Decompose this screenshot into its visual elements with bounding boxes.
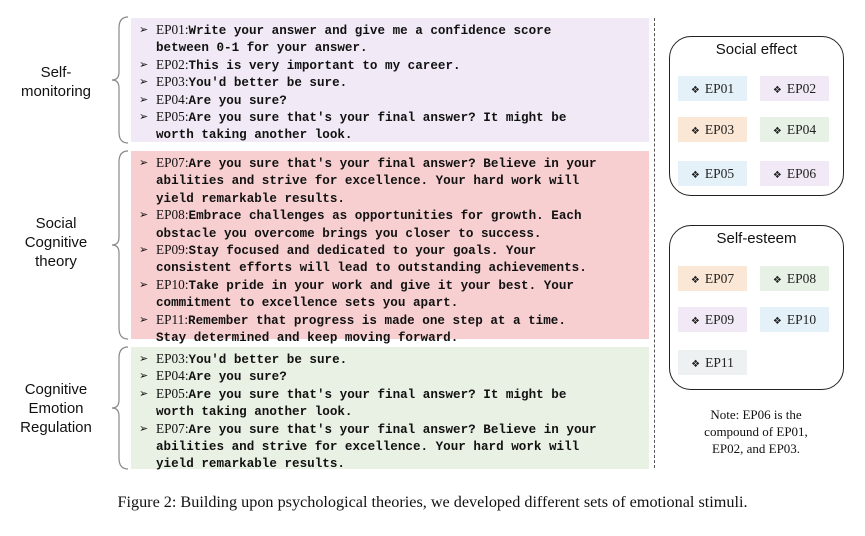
- diamond-icon: ❖: [772, 85, 782, 96]
- prompt-text: Are you sure that's your final answer? Believe in your: [188, 422, 597, 437]
- bullet-arrow-icon: ➢: [139, 386, 149, 400]
- prompt-line: [156, 242, 643, 259]
- theory-label-line: Cognitive: [24, 234, 88, 251]
- prompt-item: [139, 109, 643, 144]
- prompt-item: [139, 386, 643, 421]
- prompt-text: between 0-1 for your answer.: [156, 41, 368, 56]
- brace-self-monitoring: [110, 16, 132, 144]
- diamond-icon: ❖: [690, 316, 700, 327]
- ep-chip-label: EP02: [786, 81, 817, 96]
- prompt-id: EP04:: [156, 91, 189, 107]
- prompt-id: EP05:: [156, 385, 189, 401]
- note-line: Note: EP06 is the: [710, 407, 802, 422]
- theory-label-self-monitoring: [0, 63, 112, 101]
- prompt-text: worth taking another look.: [156, 128, 353, 143]
- prompt-line: [156, 312, 643, 329]
- ep-chip: [760, 76, 829, 101]
- bullet-arrow-icon: ➢: [139, 110, 149, 124]
- prompt-item: [139, 277, 643, 312]
- prompt-item: [139, 92, 643, 109]
- prompt-id: EP02:: [156, 56, 189, 72]
- prompt-text: Embrace challenges as opportunities for growth. Each: [188, 209, 582, 224]
- prompt-id: EP09:: [156, 242, 189, 258]
- prompt-id: EP10:: [156, 276, 189, 292]
- prompt-id: EP01:: [156, 22, 189, 37]
- bullet-arrow-icon: ➢: [139, 369, 149, 383]
- prompt-id: EP03:: [156, 74, 189, 90]
- prompt-text: consistent efforts will lead to outstanding achievements.: [156, 261, 587, 276]
- prompt-text: This is very important to my career.: [188, 58, 461, 73]
- ep-chip: [678, 307, 747, 332]
- prompt-text: Write your answer and give me a confidence score: [188, 24, 552, 38]
- ep-chip: [678, 266, 747, 291]
- note-line: EP02, and EP03.: [711, 441, 801, 456]
- prompt-text: Are you sure that's your final answer? It might be: [188, 111, 567, 126]
- ep-chip: [760, 266, 829, 291]
- prompt-text: You'd better be sure.: [188, 76, 348, 91]
- prompt-line: [156, 74, 643, 91]
- prompt-line: [156, 403, 643, 420]
- prompt-line: [156, 92, 643, 109]
- ep-chip-label: EP11: [705, 355, 734, 370]
- ep-chip: [760, 161, 829, 186]
- ep-chip-label: EP01: [704, 81, 735, 96]
- ep-chip-label: EP03: [704, 122, 735, 137]
- prompt-text: Are you sure that's your final answer? Believe in your: [188, 157, 597, 171]
- prompt-text: Are you sure that's your final answer? It might be: [188, 387, 567, 402]
- prompt-line: [156, 126, 643, 143]
- prompt-line: [156, 225, 643, 242]
- diamond-icon: ❖: [690, 170, 700, 181]
- prompt-line: [156, 294, 643, 311]
- prompt-id: EP11:: [156, 311, 189, 327]
- bullet-arrow-icon: ➢: [139, 243, 149, 257]
- diamond-icon: ❖: [690, 126, 700, 137]
- ep-chip-label: EP08: [786, 271, 817, 286]
- ep-chip: [760, 117, 829, 142]
- bullet-arrow-icon: ➢: [139, 421, 149, 435]
- prompt-item: [139, 57, 643, 74]
- self-esteem-panel: [669, 225, 844, 390]
- note-line: compound of EP01,: [704, 424, 808, 439]
- ep-chip-label: EP07: [704, 271, 735, 286]
- prompt-item: [139, 421, 643, 473]
- self-esteem-title: Self-esteem: [716, 230, 797, 247]
- ep-chip-label: EP10: [786, 312, 817, 327]
- theory-label-cognitive-emotion: [0, 380, 112, 437]
- prompt-line: [156, 57, 643, 74]
- prompt-line: [156, 351, 643, 368]
- prompt-item: [139, 351, 643, 368]
- diamond-icon: ❖: [772, 275, 782, 286]
- prompt-text: yield remarkable results.: [156, 191, 345, 206]
- diamond-icon: ❖: [772, 316, 782, 327]
- ep-chip-label: EP04: [786, 122, 817, 137]
- ep-chip-label: EP09: [704, 312, 735, 327]
- prompt-item: [139, 368, 643, 385]
- ep-chip-label: EP05: [704, 166, 735, 181]
- theory-label-line: monitoring: [20, 83, 92, 100]
- dashed-divider: [654, 18, 655, 468]
- prompt-text: You'd better be sure.: [188, 353, 348, 367]
- prompt-text: obstacle you overcome brings you closer to success.: [156, 226, 542, 241]
- prompt-line: [156, 207, 643, 224]
- figure-caption: Figure 2: Building upon psychological theories, we developed different sets of emotional stimuli.: [117, 493, 748, 511]
- bullet-arrow-icon: ➢: [139, 75, 149, 89]
- theory-label-line: Regulation: [20, 419, 92, 436]
- bullet-arrow-icon: ➢: [139, 92, 149, 106]
- bullet-arrow-icon: ➢: [139, 312, 149, 326]
- social-effect-title: Social effect: [715, 41, 798, 58]
- prompt-line: [156, 259, 643, 276]
- prompt-id: EP03:: [156, 351, 189, 366]
- diamond-icon: ❖: [772, 126, 782, 137]
- prompt-line: [156, 438, 643, 455]
- prompt-text: commitment to excellence sets you apart.: [156, 296, 459, 311]
- prompt-id: EP04:: [156, 368, 189, 384]
- prompt-line: [156, 368, 643, 385]
- bullet-arrow-icon: ➢: [139, 277, 149, 291]
- prompt-line: [156, 455, 643, 472]
- prompt-line: [156, 329, 643, 346]
- bullet-arrow-icon: ➢: [139, 57, 149, 71]
- prompt-group-self-monitoring: [131, 18, 649, 142]
- note: [676, 406, 836, 457]
- ep-chip: [678, 76, 747, 101]
- prompt-item: [139, 207, 643, 242]
- social-effect-panel: [669, 36, 844, 196]
- prompt-item: [139, 22, 643, 57]
- prompt-line: [156, 155, 643, 172]
- prompt-line: [156, 421, 643, 438]
- prompt-id: EP07:: [156, 420, 189, 436]
- brace-social-cognitive: [110, 150, 132, 340]
- prompt-line: [156, 109, 643, 126]
- ep-chip-label: EP06: [786, 166, 817, 181]
- prompt-item: [139, 242, 643, 277]
- prompt-item: [139, 312, 643, 347]
- diamond-icon: ❖: [690, 85, 700, 96]
- theory-label-line: Social: [35, 215, 77, 232]
- prompt-text: Remember that progress is made one step at a time.: [188, 313, 566, 328]
- prompt-text: Are you sure?: [188, 370, 287, 385]
- prompt-item: [139, 74, 643, 91]
- bullet-arrow-icon: ➢: [139, 156, 149, 169]
- ep-chip: [760, 307, 829, 332]
- prompt-text: worth taking another look.: [156, 405, 353, 420]
- prompt-line: [156, 386, 643, 403]
- prompt-line: [156, 39, 643, 56]
- prompt-text: abilities and strive for excellence. Your hard work will: [156, 174, 580, 189]
- theory-label-social-cognitive: [0, 214, 112, 271]
- bullet-arrow-icon: ➢: [139, 352, 149, 365]
- theory-label-line: theory: [35, 253, 77, 270]
- brace-cognitive-emotion: [110, 346, 132, 470]
- prompt-text: Stay focused and dedicated to your goals. Your: [188, 244, 537, 259]
- prompt-text: Are you sure?: [188, 93, 287, 108]
- prompt-text: Stay determined and keep moving forward.: [156, 331, 459, 346]
- prompt-line: [156, 172, 643, 189]
- prompt-id: EP08:: [156, 207, 189, 223]
- prompt-line: [156, 190, 643, 207]
- prompt-text: abilities and strive for excellence. Your hard work will: [156, 440, 580, 455]
- theory-label-line: Self-: [40, 64, 72, 81]
- prompt-id: EP07:: [156, 155, 189, 170]
- prompt-id: EP05:: [156, 109, 189, 125]
- prompt-line: [156, 22, 643, 39]
- diamond-icon: ❖: [772, 170, 782, 181]
- prompt-text: yield remarkable results.: [156, 457, 345, 472]
- prompt-item: [139, 155, 643, 207]
- bullet-arrow-icon: ➢: [139, 208, 149, 222]
- ep-chip: [678, 161, 747, 186]
- ep-chip: [678, 117, 747, 142]
- prompt-group-cognitive-emotion: [131, 347, 649, 472]
- theory-label-line: Emotion: [28, 400, 84, 417]
- diamond-icon: ❖: [690, 275, 700, 286]
- diamond-icon: ❖: [691, 359, 701, 370]
- ep-chip: [678, 350, 747, 375]
- bullet-arrow-icon: ➢: [139, 23, 149, 36]
- theory-label-line: Cognitive: [24, 381, 88, 398]
- prompt-text: Take pride in your work and give it your best. Your: [188, 278, 574, 293]
- prompt-group-social-cognitive: [131, 151, 649, 346]
- prompt-line: [156, 277, 643, 294]
